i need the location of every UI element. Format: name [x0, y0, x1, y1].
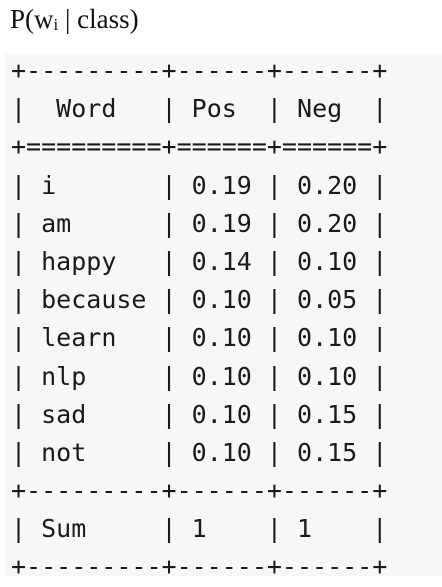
neg-cell: 0.10 — [281, 323, 373, 353]
title-suffix: | class) — [58, 4, 139, 34]
neg-cell: 0.20 — [281, 170, 373, 200]
footer-separator: +---------+------+------+ — [11, 476, 388, 506]
word-cell: happy — [26, 246, 162, 276]
neg-cell: 0.15 — [281, 437, 373, 467]
neg-cell: 0.15 — [281, 399, 373, 429]
table-top-border: +---------+------+------+ — [11, 56, 388, 85]
pos-cell: 0.19 — [176, 208, 267, 238]
header-row: | Word | Pos | Neg | — [11, 94, 388, 124]
table-row: | because | 0.10 | 0.05 | — [11, 285, 388, 315]
sum-label: Sum — [26, 514, 162, 544]
pos-cell: 0.19 — [176, 170, 267, 200]
table-row: | nlp | 0.10 | 0.10 | — [11, 361, 388, 391]
word-cell: am — [26, 208, 162, 238]
neg-cell: 0.20 — [281, 208, 373, 238]
pos-cell: 0.10 — [176, 361, 267, 391]
sum-row: | Sum | 1 | 1 | — [11, 514, 388, 544]
table-row: | learn | 0.10 | 0.10 | — [11, 323, 388, 353]
pos-cell: 0.10 — [176, 323, 267, 353]
neg-cell: 0.05 — [281, 285, 373, 315]
word-cell: not — [26, 437, 162, 467]
pos-cell: 0.14 — [176, 246, 267, 276]
pos-cell: 0.10 — [176, 285, 267, 315]
title-prefix: P(w — [10, 4, 54, 34]
word-cell: because — [26, 285, 162, 315]
table-row: | happy | 0.14 | 0.10 | — [11, 246, 388, 276]
table-bottom-border: +---------+------+------+ — [11, 552, 388, 582]
sum-pos: 1 — [176, 514, 267, 544]
header-neg: Neg — [281, 94, 373, 124]
table-row: | i | 0.19 | 0.20 | — [11, 170, 388, 200]
sum-neg: 1 — [281, 514, 373, 544]
word-cell: learn — [26, 323, 162, 353]
table-row: | am | 0.19 | 0.20 | — [11, 208, 388, 238]
word-cell: sad — [26, 399, 162, 429]
pos-cell: 0.10 — [176, 437, 267, 467]
title-subscript: i — [53, 15, 59, 34]
header-word: Word — [26, 94, 162, 124]
formula-title — [10, 4, 139, 35]
word-cell: nlp — [26, 361, 162, 391]
word-cell: i — [26, 170, 162, 200]
neg-cell: 0.10 — [281, 246, 373, 276]
pos-cell: 0.10 — [176, 399, 267, 429]
table-row: | not | 0.10 | 0.15 | — [11, 437, 388, 467]
probability-table — [11, 52, 387, 587]
neg-cell: 0.10 — [281, 361, 373, 391]
header-separator: +=========+======+======+ — [11, 132, 388, 162]
table-row: | sad | 0.10 | 0.15 | — [11, 399, 388, 429]
header-pos: Pos — [176, 94, 267, 124]
